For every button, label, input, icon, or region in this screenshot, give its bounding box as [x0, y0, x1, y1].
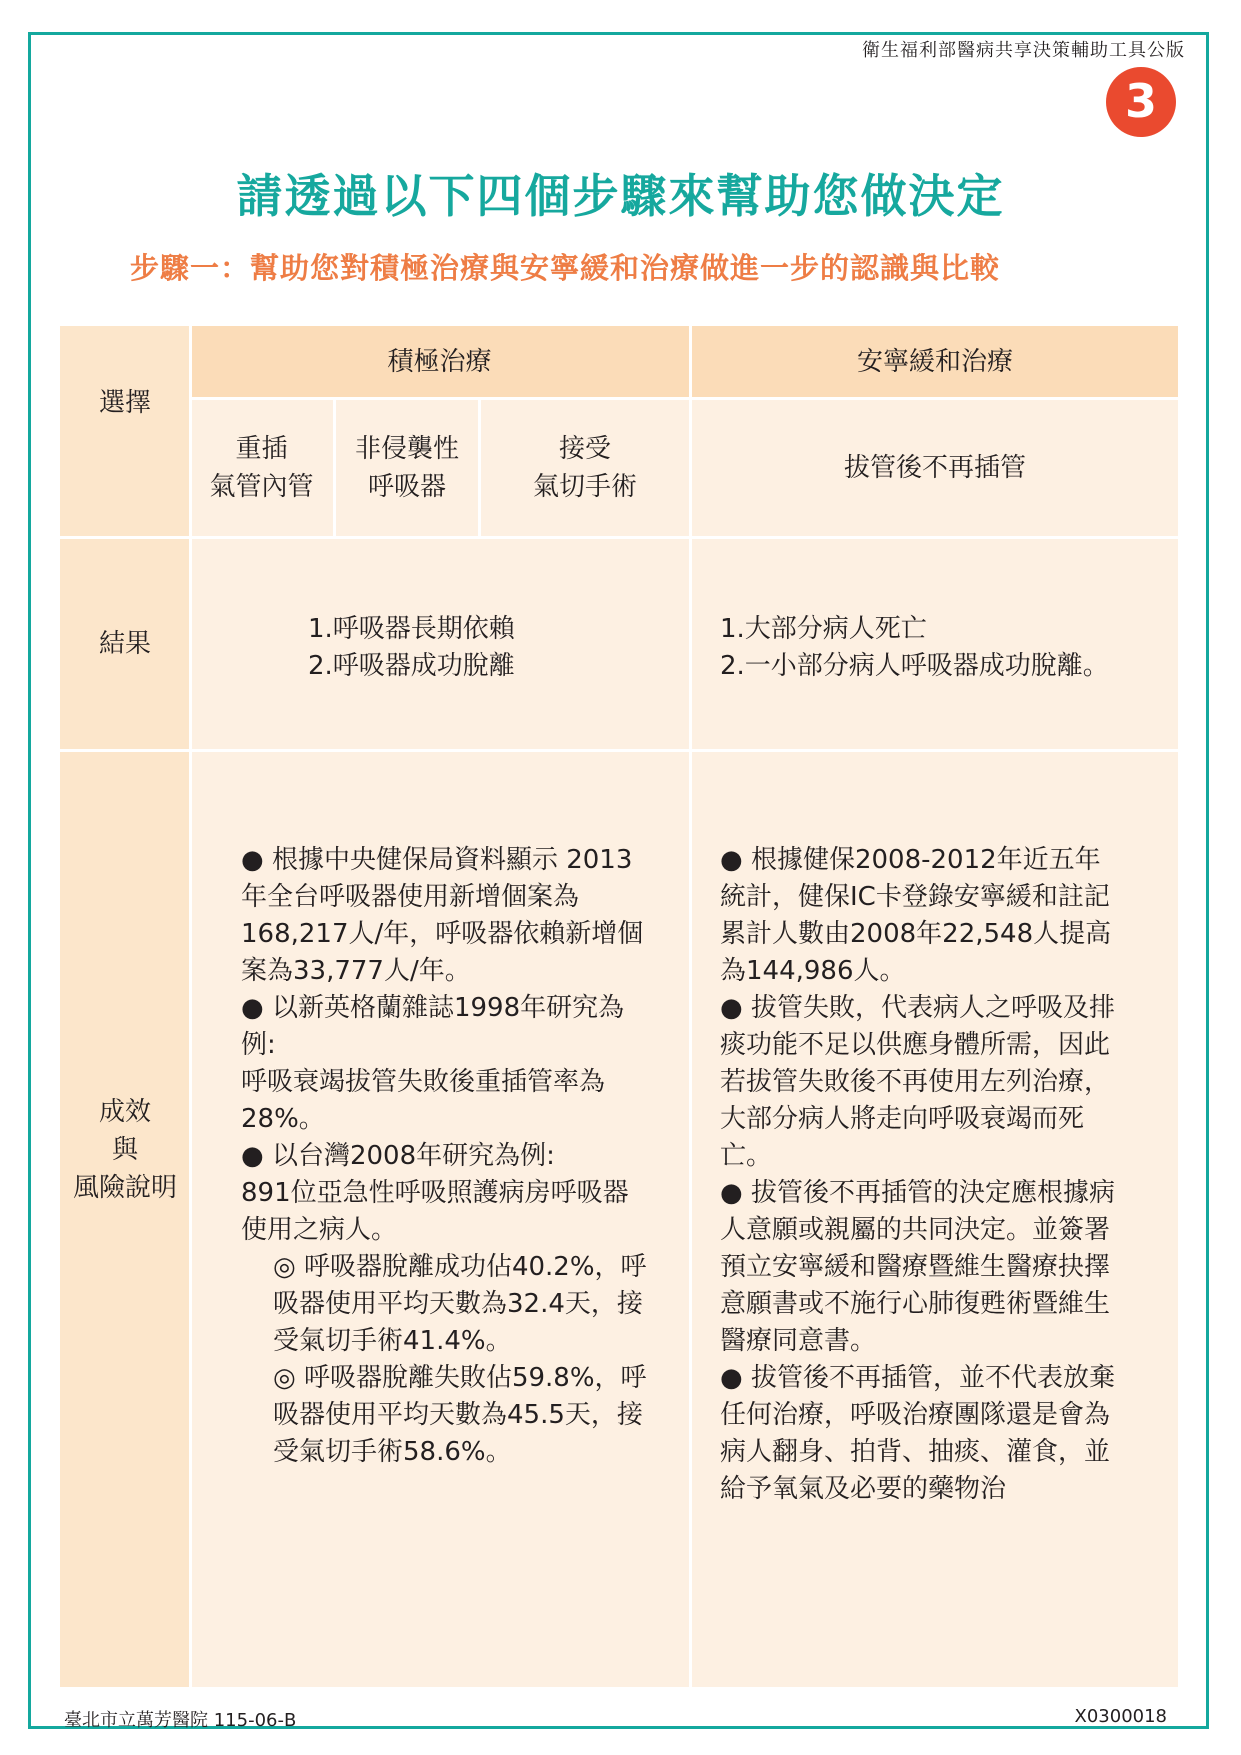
effect-aggressive-p2a: ● 以新英格蘭雜誌1998年研究為例: [241, 993, 625, 1060]
option-tracheostomy: 接受 氣切手術 [532, 434, 637, 502]
effect-aggressive-p3b: 891位亞急性呼吸照護病房呼吸器使用之病人。 [241, 1178, 629, 1245]
option-extubate: 拔管後不再插管 [843, 453, 1026, 483]
effect-palliative-p2: ● 拔管失敗，代表病人之呼吸及排痰功能不足以供應身體所需，因此若拔管失敗後不再使用左列治療，大部分病人將走向呼吸衰竭而死亡。 [720, 993, 1115, 1171]
effect-palliative-p1: ● 根據健保2008-2012年近五年統計，健保IC卡登錄安寧緩和註記累計人數由2008年22,548人提高為144,986人。 [720, 845, 1112, 986]
option-reintubate: 重插 氣管內管 [209, 434, 314, 502]
effect-aggressive-p3a: ● 以台灣2008年研究為例: [241, 1141, 555, 1171]
result-palliative: 1.大部分病人死亡 2.一小部分病人呼吸器成功脫離。 [720, 614, 1109, 681]
effect-aggressive-s1: ◎ 呼吸器脫離成功佔40.2%，呼吸器使用平均天數為32.4天，接受氣切手術41.4%。 [273, 1252, 647, 1356]
page-number-badge: 3 [1106, 67, 1176, 137]
page-title: 請透過以下四個步驟來幫助您做決定 [236, 169, 1005, 223]
step-title: 步驟一：幫助您對積極治療與安寧緩和治療做進一步的認識與比較 [130, 251, 1001, 285]
column-header-palliative: 安寧緩和治療 [856, 347, 1013, 377]
comparison-table [60, 326, 1178, 1687]
effect-aggressive-p1: ● 根據中央健保局資料顯示 2013年全台呼吸器使用新增個案為168,217人/年，呼吸器依賴新增個案為33,777人/年。 [241, 845, 644, 986]
option-noninvasive: 非侵襲性 呼吸器 [354, 434, 459, 502]
column-header-aggressive: 積極治療 [387, 347, 492, 377]
effect-aggressive-p2b: 呼吸衰竭拔管失敗後重插管率為28%。 [241, 1067, 606, 1134]
row-header-effect: 成效 與 風險說明 [72, 1097, 177, 1203]
effect-palliative-p3: ● 拔管後不再插管的決定應根據病人意願或親屬的共同決定。並簽署預立安寧緩和醫療暨維生醫療抉擇意願書或不施行心肺復甦術暨維生醫療同意書。 [720, 1178, 1115, 1356]
row-header-choice: 選擇 [98, 388, 151, 418]
effect-palliative-p4: ● 拔管後不再插管，並不代表放棄任何治療，呼吸治療團隊還是會為病人翻身、拍背、抽痰、灌食，並給予氧氣及必要的藥物治 [720, 1363, 1115, 1504]
footer-code: X0300018 [1074, 1706, 1167, 1727]
result-aggressive: 1.呼吸器長期依賴 2.呼吸器成功脫離 [308, 614, 515, 681]
footer-hospital: 臺北市立萬芳醫院 115-06-B [64, 1710, 297, 1731]
row-header-result: 結果 [98, 628, 151, 659]
effect-aggressive [241, 842, 651, 1471]
effect-palliative [720, 842, 1120, 1508]
header-note: 衛生福利部醫病共享決策輔助工具公版 [862, 40, 1185, 61]
effect-aggressive-s2: ◎ 呼吸器脫離失敗佔59.8%，呼吸器使用平均天數為45.5天，接受氣切手術58.6%。 [273, 1363, 647, 1467]
